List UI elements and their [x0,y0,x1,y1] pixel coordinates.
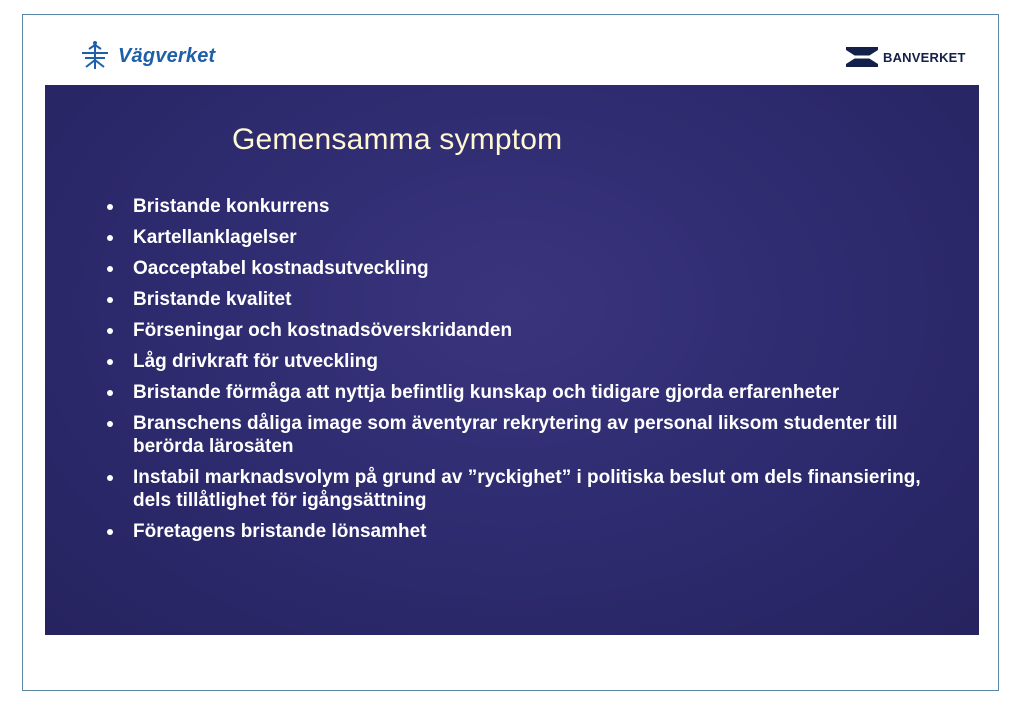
bullet-item [105,350,935,373]
bullet-item [105,381,935,404]
bullet-item [105,412,935,458]
bullet-dot-icon [107,529,113,535]
bullet-text: Företagens bristande lönsamhet [133,521,427,542]
bullet-dot-icon [107,359,113,365]
bullet-dot-icon [107,204,113,210]
bullet-text: Instabil marknadsvolym på grund av ”ryckighet” i politiska beslut om dels finansiering, dels tillåtlighet för igångsättning [133,467,921,511]
bullet-item [105,226,935,249]
bullet-item [105,520,935,543]
slide-title: Gemensamma symptom [232,123,563,156]
bullet-item [105,195,935,218]
bullet-item [105,466,935,512]
bullet-text: Förseningar och kostnadsöverskridanden [133,320,513,341]
bullet-dot-icon [107,235,113,241]
bullet-list [105,195,935,551]
bullet-item [105,288,935,311]
bullet-text: Bristande kvalitet [133,289,292,310]
vagverket-logo [78,40,215,72]
bullet-dot-icon [107,421,113,427]
banverket-logo-text: BANVERKET [883,49,966,65]
bullet-dot-icon [107,266,113,272]
bullet-text: Kartellanklagelser [133,227,297,248]
bullet-text: Bristande förmåga att nyttja befintlig kunskap och tidigare gjorda erfarenheter [133,382,840,403]
bullet-dot-icon [107,297,113,303]
bullet-text: Låg drivkraft för utveckling [133,351,378,372]
vagverket-logo-text: Vägverket [118,44,216,67]
bullet-dot-icon [107,390,113,396]
banverket-flag-icon [846,47,878,67]
bullet-text: Bristande konkurrens [133,196,330,217]
content-panel [45,85,979,635]
vagverket-emblem-icon [78,40,112,72]
bullet-item [105,257,935,280]
banverket-logo [846,47,966,67]
bullet-item [105,319,935,342]
bullet-text: Oacceptabel kostnadsutveckling [133,258,429,279]
bullet-dot-icon [107,328,113,334]
bullet-text: Branschens dåliga image som äventyrar rekrytering av personal liksom studenter till berörda lärosäten [133,413,898,457]
bullet-dot-icon [107,475,113,481]
